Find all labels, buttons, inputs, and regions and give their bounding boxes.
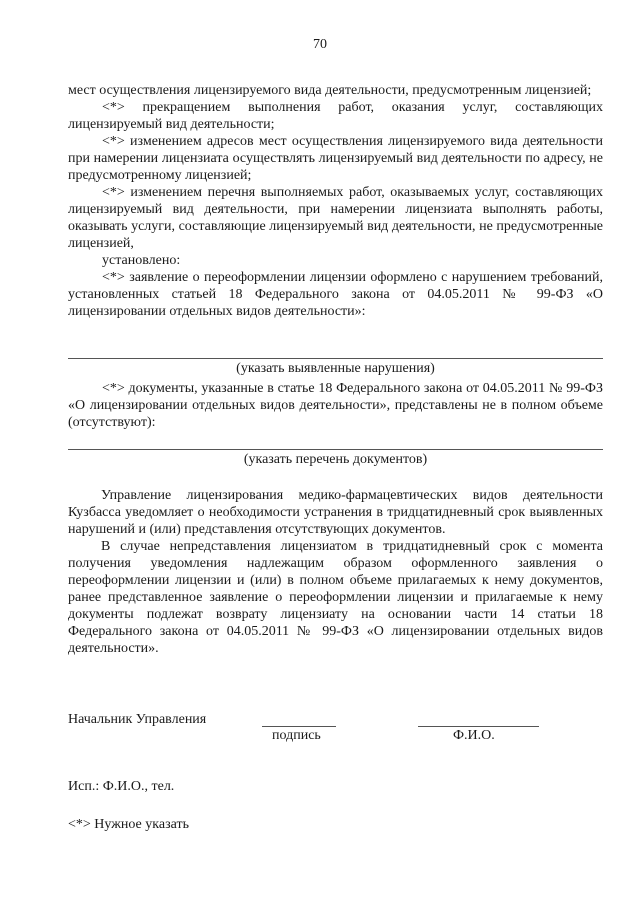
signature-caption: подпись bbox=[272, 728, 321, 743]
caption-violations: (указать выявленные нарушения) bbox=[236, 361, 435, 376]
page-number: 70 bbox=[313, 37, 327, 52]
paragraph-notice: Управление лицензирования медико-фармацевтических видов деятельности Кузбасса уведомляет о необходимости устранения в тридцатидневный срок выявленных нарушений и (или) представления отсутствующих документов. bbox=[68, 488, 603, 537]
paragraph-established: установлено: bbox=[102, 253, 181, 268]
signature-position: Начальник Управления bbox=[68, 712, 207, 727]
paragraph-address-change: <*> изменением адресов мест осуществления лицензируемого вида деятельности при намерении лицензиата осуществлять лицензируемый вид деятельности по адресу, не предусмотренному лицензией; bbox=[68, 134, 603, 183]
paragraph-application-violation: <*> заявление о переоформлении лицензии оформлено с нарушением требований, установленных статьей 18 Федерального закона от 04.05.2011 № 99-ФЗ «О лицензировании отдельных видов деятельности»: bbox=[68, 270, 603, 319]
caption-documents: (указать перечень документов) bbox=[243, 452, 428, 467]
documents-block bbox=[68, 380, 603, 431]
paragraph-works-change: <*> изменением перечня выполняемых работ, оказываемых услуг, составляющих лицензируемый вид деятельности, при намерении лицензиата выполнять работы, оказывать услуги, составляющие лицензируемый вид деятельности, не предусмотренные лицензией, bbox=[68, 185, 603, 251]
signature-line bbox=[262, 726, 336, 727]
paragraph-activity-places: мест осуществления лицензируемого вида деятельности, предусмотренным лицензией; bbox=[68, 83, 592, 98]
paragraph-documents: <*> документы, указанные в статье 18 Федерального закона от 04.05.2011 № 99-ФЗ «О лицензировании отдельных видов деятельности», представлены не в полном объеме (отсутствуют): bbox=[68, 381, 603, 430]
executor-line: Исп.: Ф.И.О., тел. bbox=[68, 779, 175, 794]
documents-line bbox=[68, 449, 603, 450]
violations-line bbox=[68, 358, 603, 359]
name-caption: Ф.И.О. bbox=[453, 728, 495, 743]
paragraph-termination: <*> прекращением выполнения работ, оказания услуг, составляющих лицензируемый вид деятельности; bbox=[68, 100, 603, 132]
notice-block bbox=[68, 487, 603, 657]
paragraphs-top bbox=[68, 82, 603, 320]
paragraph-consequence: В случае непредставления лицензиатом в тридцатидневный срок с момента получения уведомления надлежащим образом оформленного заявления о переоформлении лицензии и (или) в полном объеме прилагаемых к нему документов, ранее представленное заявление о переоформлении лицензии и прилагаемые к нему документы подлежат возврату лицензиату на основании части 14 статьи 18 Федерального закона от 04.05.2011 № 99-ФЗ «О лицензировании отдельных видов деятельности». bbox=[68, 539, 603, 656]
footnote: <*> Нужное указать bbox=[68, 817, 189, 832]
name-line bbox=[418, 726, 539, 727]
